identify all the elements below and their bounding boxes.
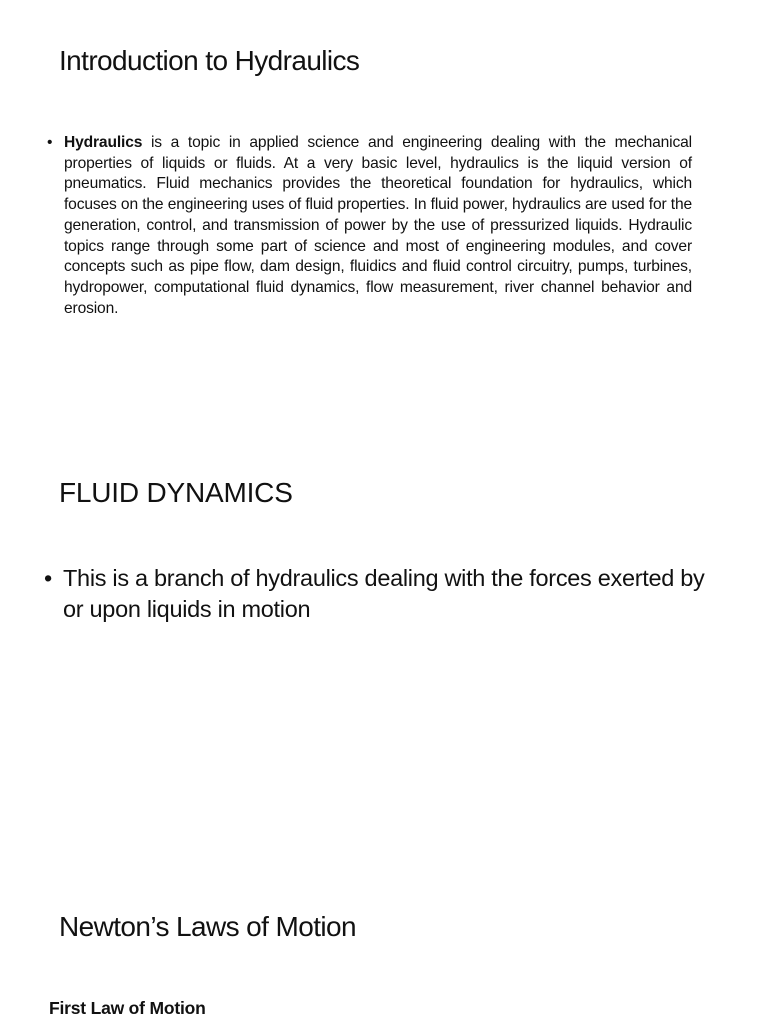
bullet-icon: • [47, 134, 53, 151]
intro-title: Introduction to Hydraulics [59, 45, 360, 76]
intro-paragraph: is a topic in applied science and engineering dealing with the mechanical properties of liquids or fluids. At a very basic level, hydraulics is the liquid version of pneumatics. Fluid mechanics provides the theoretical foundation for hydraulics, which focuses on the engineering uses of fluid properties. In fluid power, hydraulics are used for the generation, control, and transmission of power by the use of pressurized liquids. Hydraulic topics range through some part of science and most of engineering modules, and cover concepts such as pipe flow, dam design, fluidics and fluid control circuitry, pumps, turbines, hydropower, computational fluid dynamics, flow measurement, river channel behavior and erosion. [64, 134, 692, 317]
fluid-dynamics-bullet-list [44, 563, 723, 625]
fluid-dynamics-bullet-item [44, 563, 723, 625]
fluid-dynamics-text: This is a branch of hydraulics dealing with the forces exerted by or upon liquids in motion [63, 565, 705, 622]
hydraulics-term: Hydraulics [64, 134, 143, 151]
fluid-dynamics-title: FLUID DYNAMICS [59, 477, 293, 508]
first-law-heading: First Law of Motion [49, 998, 206, 1018]
intro-bullet-item [47, 133, 692, 319]
bullet-icon: • [44, 565, 52, 591]
intro-bullet-list [47, 133, 692, 319]
newtons-laws-title: Newton’s Laws of Motion [59, 911, 356, 942]
